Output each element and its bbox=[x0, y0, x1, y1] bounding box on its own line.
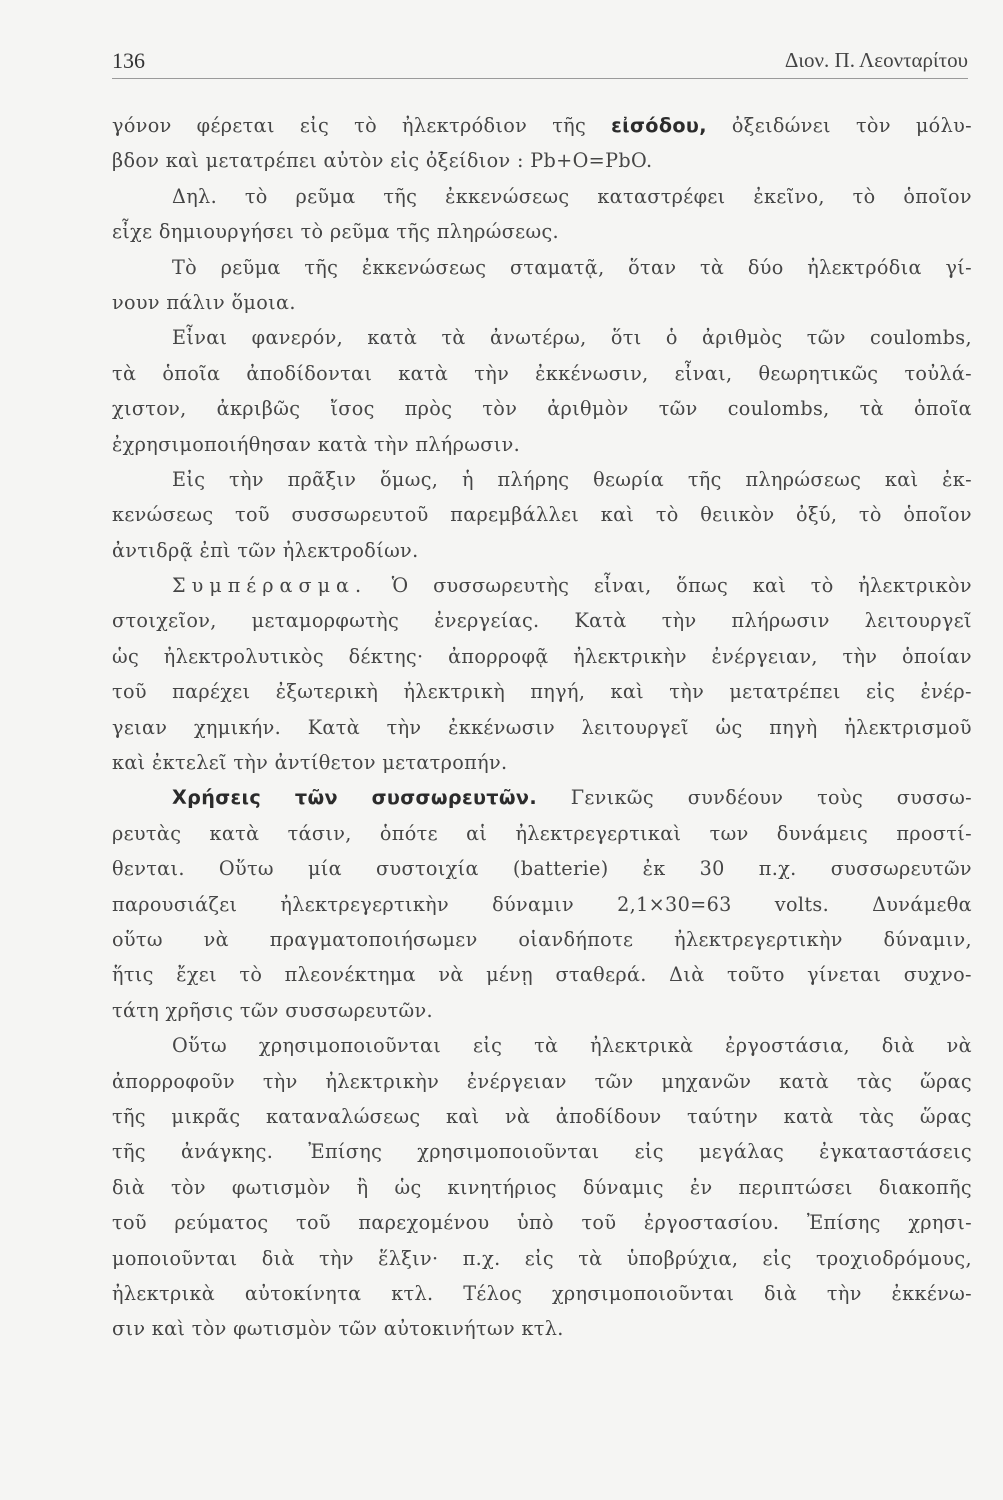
word: ἴσος bbox=[330, 397, 375, 421]
word: Εἶναι bbox=[172, 326, 228, 350]
word: δύο bbox=[747, 255, 784, 279]
word: τοῦ bbox=[112, 680, 147, 704]
word: καταναλώσεως bbox=[265, 1104, 421, 1128]
word: χημικήν. bbox=[193, 715, 282, 739]
word: ὁποῖα bbox=[913, 397, 972, 421]
word: ἠλεκτρικὰ bbox=[112, 1281, 216, 1305]
bold-heading: τῶν bbox=[294, 786, 338, 810]
word: Δηλ. bbox=[172, 184, 218, 208]
text-line bbox=[112, 533, 972, 568]
word: τοὐλά- bbox=[904, 361, 972, 385]
bold-heading: εἰσόδου, bbox=[611, 114, 707, 137]
word: χρησιμοποιοῦνται bbox=[258, 1034, 442, 1058]
word: κτλ. bbox=[391, 1281, 434, 1305]
word: τὰ bbox=[699, 255, 725, 279]
text-line bbox=[112, 851, 972, 886]
word: 30 bbox=[699, 857, 725, 881]
word: ἐνέρ- bbox=[920, 680, 972, 704]
word: ἐγκαταστάσεις bbox=[819, 1140, 972, 1164]
word: τὸ bbox=[810, 574, 834, 598]
spaced-heading: Συμπέρασμα. bbox=[172, 574, 368, 598]
word: ἠλεκτρικὴ bbox=[403, 680, 506, 704]
word: ἀριθμὸν bbox=[547, 397, 629, 421]
word: θεωρητικῶς bbox=[758, 361, 879, 385]
word: εἰς bbox=[762, 1246, 792, 1270]
word: ἠλεκτρεγερτικὴν bbox=[674, 927, 843, 951]
text-line bbox=[112, 1170, 972, 1205]
word: τοῦ bbox=[295, 1211, 331, 1235]
word: δύναμις bbox=[582, 1175, 664, 1199]
line-text: νουν πάλιν ὅμοια. bbox=[112, 290, 296, 314]
line-text: βδον καὶ μετατρέπει αὐτὸν εἰς ὀξείδιον : Pb+O=PbO. bbox=[112, 149, 653, 173]
word: μοποιοῦνται bbox=[112, 1246, 238, 1270]
word: ἠλεκτρικὴν bbox=[573, 644, 687, 668]
word: εἰς bbox=[634, 1140, 664, 1164]
word: Ἐπίσης bbox=[308, 1140, 383, 1164]
word: πρὸς bbox=[404, 397, 453, 421]
text-line bbox=[112, 356, 972, 391]
word: ὁπότε bbox=[379, 821, 438, 845]
text-line bbox=[112, 462, 972, 497]
word: εἰς bbox=[865, 680, 896, 704]
word: Δυνάμεθα bbox=[872, 892, 972, 916]
word: μηχανῶν bbox=[661, 1069, 752, 1093]
text-line bbox=[112, 214, 972, 249]
word: τῆς bbox=[383, 184, 418, 208]
word: ὁποῖον bbox=[903, 503, 972, 527]
word: Τὸ bbox=[172, 255, 198, 279]
word: τὸ bbox=[852, 184, 876, 208]
word: τάσιν, bbox=[287, 821, 352, 845]
word: γόνον bbox=[112, 114, 172, 137]
word: ἀνωτέρω, bbox=[489, 326, 587, 350]
word: παρέχει bbox=[172, 680, 251, 704]
text-line bbox=[112, 108, 972, 143]
line-text: καὶ ἐκτελεῖ τὴν ἀντίθετον μετατροπήν. bbox=[112, 751, 508, 775]
word: τὰ bbox=[112, 361, 137, 385]
word: πρᾶξιν bbox=[287, 467, 357, 491]
word: κατὰ bbox=[367, 326, 418, 350]
text-line bbox=[112, 320, 972, 355]
word: φανερόν, bbox=[251, 326, 344, 350]
word: συσσωρευτῶν bbox=[830, 857, 972, 881]
word: ἠλεκτρεγερτικὴν bbox=[280, 892, 450, 916]
word: χρησι- bbox=[908, 1211, 972, 1235]
word: καὶ bbox=[600, 503, 635, 527]
text-line bbox=[112, 816, 972, 851]
word: μένῃ bbox=[486, 963, 534, 987]
word: νὰ bbox=[505, 1104, 531, 1128]
word: τὴν bbox=[842, 644, 878, 668]
word: τροχιοδρόμους, bbox=[815, 1246, 972, 1270]
word: τὸν bbox=[482, 397, 518, 421]
word: ἐνέργειαν, bbox=[711, 644, 818, 668]
word: γίνεται bbox=[807, 963, 882, 987]
word: τὰ bbox=[534, 1034, 559, 1058]
word: Ἐπίσης bbox=[806, 1211, 881, 1235]
word: ἐκκένωσιν bbox=[448, 715, 556, 739]
word: ἐκ bbox=[642, 857, 666, 881]
word: ὅμως, bbox=[379, 467, 439, 491]
text-line bbox=[112, 497, 972, 532]
word: (batterie) bbox=[512, 857, 609, 881]
word: πλεονέκτημα bbox=[284, 963, 416, 987]
word: διακοπῆς bbox=[878, 1175, 972, 1199]
word: τῆς bbox=[552, 114, 587, 137]
word: ἠλεκτρόδιον bbox=[402, 114, 528, 137]
word: τὸ bbox=[354, 114, 377, 137]
word: coulombs, bbox=[727, 397, 830, 421]
word: ἀποδίδουν bbox=[555, 1104, 662, 1128]
word: δέκτης· bbox=[348, 644, 424, 668]
word: ἠλεκτρικὰ bbox=[590, 1034, 694, 1058]
word: παρουσιάζει bbox=[112, 892, 238, 916]
word: οὕτω bbox=[112, 927, 163, 951]
word: τῶν bbox=[806, 326, 846, 350]
word: Εἰς bbox=[172, 467, 206, 491]
word: Οὕτω bbox=[172, 1034, 228, 1058]
header-rule bbox=[112, 78, 968, 79]
word: διὰ bbox=[261, 1246, 295, 1270]
word: καὶ bbox=[884, 467, 919, 491]
word: ταύτην bbox=[687, 1104, 759, 1128]
word: μεταμορφωτὴς bbox=[251, 609, 400, 633]
word: κατὰ bbox=[779, 1069, 830, 1093]
word: ἀνάγκης. bbox=[180, 1140, 274, 1164]
word: μικρᾶς bbox=[171, 1104, 241, 1128]
word: χρησιμοποιοῦνται bbox=[417, 1140, 600, 1164]
text-line bbox=[112, 887, 972, 922]
word: λειτουργεῖ bbox=[864, 609, 972, 633]
text-line bbox=[112, 745, 972, 780]
word: Γενικῶς bbox=[570, 786, 654, 810]
word: σταματᾷ, bbox=[509, 255, 605, 279]
word: εἰς bbox=[473, 1034, 503, 1058]
word: συστοιχία bbox=[376, 857, 479, 881]
word: ρεῦμα bbox=[220, 255, 281, 279]
word: ἀποδίδονται bbox=[246, 361, 373, 385]
word: ὡς bbox=[394, 1175, 422, 1199]
word: τὰς bbox=[859, 1104, 895, 1128]
word: προστί- bbox=[896, 821, 972, 845]
bold-heading: Χρήσεις bbox=[172, 786, 262, 810]
word: ρεύματος bbox=[174, 1211, 269, 1235]
word: ἡ bbox=[461, 467, 474, 491]
text-line bbox=[112, 1276, 972, 1311]
word: Κατὰ bbox=[307, 715, 360, 739]
word: εἰς bbox=[524, 1246, 555, 1270]
word: τοῦ bbox=[235, 503, 270, 527]
word: ὑποβρύχια, bbox=[626, 1246, 739, 1270]
word: παρεμβάλλει bbox=[450, 503, 580, 527]
word: δύναμιν bbox=[492, 892, 575, 916]
word: φέρεται bbox=[196, 114, 275, 137]
word: ἀριθμὸς bbox=[702, 326, 783, 350]
word: μόλυ- bbox=[915, 114, 972, 137]
word: ὁποῖα bbox=[162, 361, 221, 385]
word: ὅταν bbox=[628, 255, 677, 279]
word: διὰ bbox=[881, 1034, 915, 1058]
word: Τέλος bbox=[463, 1281, 523, 1305]
word: καὶ bbox=[446, 1104, 480, 1128]
word: ἐξωτερικὴ bbox=[275, 680, 379, 704]
word: νὰ bbox=[946, 1034, 972, 1058]
word: συσσωρευτοῦ bbox=[291, 503, 429, 527]
word: ρεῦμα bbox=[295, 184, 356, 208]
word: τὸ bbox=[858, 503, 882, 527]
text-line bbox=[112, 1064, 972, 1099]
word: ἥτις bbox=[112, 963, 154, 987]
text-line bbox=[112, 143, 972, 178]
word: ἐκ- bbox=[942, 467, 972, 491]
text-line bbox=[112, 1134, 972, 1169]
word: φωτισμὸν bbox=[231, 1175, 331, 1199]
word: τὴν bbox=[229, 467, 264, 491]
word: 2,1×30=63 bbox=[617, 892, 732, 916]
word: νὰ bbox=[203, 927, 229, 951]
word: χρησιμοποιοῦνται bbox=[551, 1281, 735, 1305]
word: γί- bbox=[945, 255, 972, 279]
word: δύναμιν, bbox=[883, 927, 972, 951]
word: οἱανδήποτε bbox=[518, 927, 634, 951]
word: τὸ bbox=[655, 503, 679, 527]
text-line bbox=[112, 391, 972, 426]
text-line bbox=[112, 603, 972, 638]
word: coulombs, bbox=[869, 326, 972, 350]
word: των bbox=[709, 821, 749, 845]
word: κατὰ bbox=[209, 821, 260, 845]
word: θειικὸν bbox=[700, 503, 775, 527]
word: π.χ. bbox=[758, 857, 797, 881]
line-text: σιν καὶ τὸν φωτισμὸν τῶν αὐτοκινήτων κτλ. bbox=[112, 1317, 564, 1341]
word: ὁποίαν bbox=[901, 644, 972, 668]
word: συσσωρευτὴς bbox=[433, 574, 570, 598]
word: παρεχομένου bbox=[358, 1211, 490, 1235]
word: διὰ bbox=[764, 1281, 798, 1305]
word: αὐτοκίνητα bbox=[244, 1281, 362, 1305]
word: τὴν bbox=[262, 1069, 298, 1093]
text-line bbox=[112, 993, 972, 1028]
word: ὁ bbox=[665, 326, 678, 350]
word: τοῦ bbox=[581, 1211, 617, 1235]
word: τὸν bbox=[855, 114, 891, 137]
word: τὰ bbox=[859, 397, 884, 421]
word: καταστρέφει bbox=[597, 184, 726, 208]
word: ὡς bbox=[715, 715, 743, 739]
word: volts. bbox=[774, 892, 830, 916]
text-line bbox=[112, 922, 972, 957]
word: θεωρία bbox=[593, 467, 665, 491]
word: συχνο- bbox=[903, 963, 972, 987]
word: μεγάλας bbox=[698, 1140, 785, 1164]
word: ὅπως bbox=[676, 574, 729, 598]
text-line bbox=[112, 710, 972, 745]
page-header bbox=[112, 46, 968, 86]
text-line bbox=[112, 639, 972, 674]
word: νὰ bbox=[438, 963, 464, 987]
word: ἐκεῖνο, bbox=[753, 184, 825, 208]
word: ρευτὰς bbox=[112, 821, 182, 845]
word: ὅτι bbox=[610, 326, 642, 350]
word: ἠλεκτρεγερτικαὶ bbox=[515, 821, 682, 845]
word: τὴν bbox=[826, 1281, 862, 1305]
word: τῆς bbox=[304, 255, 339, 279]
text-line bbox=[112, 285, 972, 320]
word: συσσω- bbox=[896, 786, 972, 810]
word: στοιχεῖον, bbox=[112, 609, 217, 633]
word: τὸ bbox=[244, 184, 268, 208]
word: ἀπορροφᾷ bbox=[448, 644, 549, 668]
word: π.χ. bbox=[462, 1246, 501, 1270]
word: μία bbox=[307, 857, 342, 881]
word: θενται. bbox=[112, 857, 185, 881]
word: ἀπορροφοῦν bbox=[112, 1069, 236, 1093]
word: τὰ bbox=[578, 1246, 603, 1270]
word: τῆς bbox=[687, 467, 722, 491]
word: αἱ bbox=[466, 821, 488, 845]
word: πληρώσεως bbox=[745, 467, 862, 491]
word: τὴν bbox=[319, 1246, 354, 1270]
word: πραγματοποιήσωμεν bbox=[269, 927, 478, 951]
word: ὑπὸ bbox=[517, 1211, 554, 1235]
word: ἀκριβῶς bbox=[216, 397, 301, 421]
line-text: ἀντιδρᾷ ἐπὶ τῶν ἠλεκτροδίων. bbox=[112, 538, 419, 562]
text-line bbox=[112, 427, 972, 462]
word: τῶν bbox=[594, 1069, 634, 1093]
word: σταθερά. bbox=[555, 963, 647, 987]
running-head: Διον. Π. Λεονταρίτου bbox=[784, 48, 968, 72]
text-line bbox=[112, 1241, 972, 1276]
word: τῶν bbox=[658, 397, 698, 421]
word: πλήρης bbox=[497, 467, 570, 491]
text-line bbox=[112, 1205, 972, 1240]
word: ὥρας bbox=[919, 1069, 972, 1093]
word: χιστον, bbox=[112, 397, 187, 421]
text-line bbox=[112, 674, 972, 709]
word: ἠλεκτρολυτικὸς bbox=[163, 644, 324, 668]
word: Ὁ bbox=[391, 574, 409, 598]
word: κενώσεως bbox=[112, 503, 214, 527]
word: πλήρωσιν bbox=[731, 609, 830, 633]
text-line bbox=[112, 1028, 972, 1063]
word: ὀξειδώνει bbox=[731, 114, 831, 137]
word: ἐκκενώσεως bbox=[445, 184, 570, 208]
word: ἐργοστάσια, bbox=[725, 1034, 850, 1058]
word: ἐκκένω- bbox=[891, 1281, 972, 1305]
word: εἰς bbox=[299, 114, 330, 137]
word: ἐκκενώσεως bbox=[361, 255, 487, 279]
word: ἐνεργείας. bbox=[434, 609, 540, 633]
word: ὁποῖον bbox=[903, 184, 972, 208]
text-line bbox=[112, 780, 972, 815]
word: τοὺς bbox=[817, 786, 864, 810]
text-line bbox=[112, 179, 972, 214]
word: τοῦ bbox=[112, 1211, 147, 1235]
word: Κατὰ bbox=[574, 609, 627, 633]
word: ὥρας bbox=[919, 1104, 972, 1128]
word: συνδέουν bbox=[687, 786, 784, 810]
word: περιπτώσει bbox=[738, 1175, 853, 1199]
word: ἠλεκτρισμοῦ bbox=[844, 715, 972, 739]
word: ἢ bbox=[356, 1175, 369, 1199]
word: γειαν bbox=[112, 715, 168, 739]
word: τοῦτο bbox=[726, 963, 785, 987]
word: ὡς bbox=[112, 644, 140, 668]
word: τῆς bbox=[112, 1104, 146, 1128]
line-text: τάτη χρῆσις τῶν συσσωρευτῶν. bbox=[112, 998, 433, 1022]
text-line bbox=[112, 957, 972, 992]
word: ἠλεκτρόδια bbox=[807, 255, 922, 279]
word: ἕλξιν· bbox=[378, 1246, 439, 1270]
word: κατὰ bbox=[398, 361, 449, 385]
word: δυνάμεις bbox=[776, 821, 869, 845]
word: ἐκκένωσιν, bbox=[535, 361, 649, 385]
word: κινητήριος bbox=[447, 1175, 557, 1199]
word: διὰ bbox=[112, 1175, 146, 1199]
word: καὶ bbox=[752, 574, 787, 598]
word: ἠλεκτρικὸν bbox=[858, 574, 972, 598]
word: τὰ bbox=[441, 326, 466, 350]
line-text: ἐχρησιμοποιήθησαν κατὰ τὴν πλήρωσιν. bbox=[112, 432, 521, 456]
word: πηγὴ bbox=[769, 715, 818, 739]
word: τὸν bbox=[171, 1175, 206, 1199]
word: καὶ bbox=[610, 680, 645, 704]
page-number: 136 bbox=[112, 48, 145, 73]
word: κατὰ bbox=[783, 1104, 834, 1128]
word: τὰς bbox=[856, 1069, 893, 1093]
text-line bbox=[112, 568, 972, 603]
word: ὀξύ, bbox=[796, 503, 838, 527]
word: τὴν bbox=[386, 715, 422, 739]
word: τὴν bbox=[661, 609, 697, 633]
word: ἠλεκτρικὴν bbox=[325, 1069, 440, 1093]
word: Οὕτω bbox=[218, 857, 274, 881]
body-text bbox=[112, 108, 972, 1347]
word: πηγή, bbox=[530, 680, 586, 704]
text-line bbox=[112, 250, 972, 285]
text-line bbox=[112, 1099, 972, 1134]
word: τὴν bbox=[474, 361, 510, 385]
word: ἐν bbox=[689, 1175, 713, 1199]
word: ἐργοστασίου. bbox=[643, 1211, 780, 1235]
bold-heading: συσσωρευτῶν. bbox=[371, 786, 537, 810]
word: τὴν bbox=[669, 680, 705, 704]
word: Διὰ bbox=[669, 963, 705, 987]
text-line bbox=[112, 1311, 972, 1346]
word: τῆς bbox=[112, 1140, 146, 1164]
word: τὸ bbox=[239, 963, 263, 987]
word: λειτουργεῖ bbox=[581, 715, 689, 739]
word: εἶναι, bbox=[674, 361, 733, 385]
word: εἶναι, bbox=[593, 574, 652, 598]
word: ἐνέργειαν bbox=[466, 1069, 567, 1093]
word: μετατρέπει bbox=[729, 680, 841, 704]
line-text: εἶχε δημιουργήσει τὸ ρεῦμα τῆς πληρώσεως. bbox=[112, 220, 559, 244]
word: ἔχει bbox=[176, 963, 217, 987]
